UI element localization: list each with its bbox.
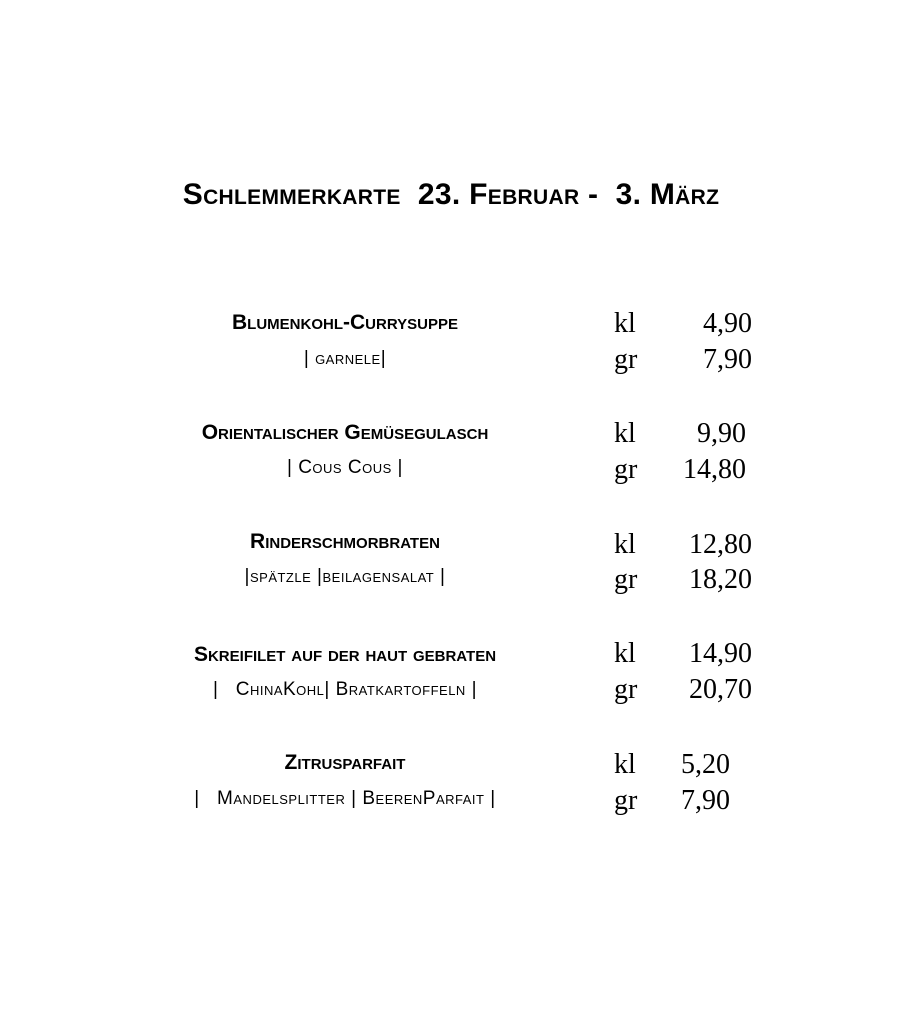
price-large: 7,90 xyxy=(703,344,752,375)
price-small: 5,20 xyxy=(681,749,730,780)
dish-name: Orientalischer Gemüsegulasch xyxy=(201,421,489,444)
dish-side: |spätzle |beilagensalat | xyxy=(244,566,446,587)
size-small-label: kl xyxy=(614,749,636,780)
size-large-label: gr xyxy=(614,454,638,485)
price-large: 7,90 xyxy=(681,785,730,816)
dish-side: | garnele| xyxy=(303,348,387,369)
size-large-label: gr xyxy=(614,674,638,705)
price-small: 12,80 xyxy=(689,529,752,560)
size-large-label: gr xyxy=(614,564,638,595)
size-small-label: kl xyxy=(614,529,636,560)
size-small-label: kl xyxy=(614,638,636,669)
dish-side: | ChinaKohl| Bratkartoffeln | xyxy=(212,679,478,700)
size-small-label: kl xyxy=(614,418,636,449)
dish-name: Rinderschmorbraten xyxy=(250,530,440,553)
menu-title: Schlemmerkarte 23. Februar - 3. März xyxy=(182,178,720,211)
price-small: 9,90 xyxy=(697,418,746,449)
price-small: 4,90 xyxy=(703,308,752,339)
dish-name: Zitrusparfait xyxy=(284,751,406,774)
dish-side: | Mandelsplitter | BeerenParfait | xyxy=(194,788,496,809)
price-large: 20,70 xyxy=(689,674,752,705)
size-small-label: kl xyxy=(614,308,636,339)
dish-side: | Cous Cous | xyxy=(287,457,403,478)
dish-name: Skreifilet auf der haut gebraten xyxy=(193,643,497,666)
dish-name: Blumenkohl-Currysuppe xyxy=(232,311,458,334)
price-large: 18,20 xyxy=(689,564,752,595)
price-small: 14,90 xyxy=(689,638,752,669)
size-large-label: gr xyxy=(614,344,638,375)
price-large: 14,80 xyxy=(683,454,746,485)
size-large-label: gr xyxy=(614,785,638,816)
